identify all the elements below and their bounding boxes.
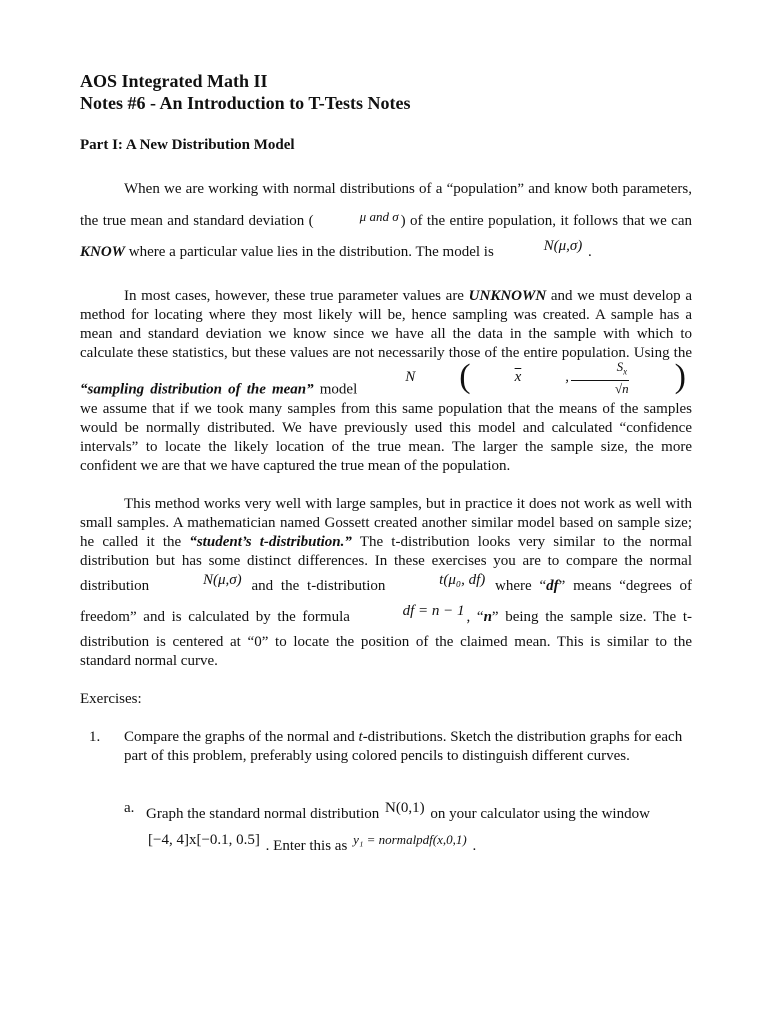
paragraph-normal-distribution: [80, 174, 692, 268]
model-sx: S: [616, 359, 624, 374]
window-formula: [−4, 4]x[−0.1, 0.5]: [148, 831, 260, 848]
exercise-item-1: 1. Compare the graphs of the normal and t-distributions. Sketch the distribution graphs for each part of this problem, preferably using colored pencils to distinguish different curves.: [104, 728, 692, 766]
model-n-letter: N: [405, 368, 416, 385]
document-page: [80, 70, 692, 862]
sampling-distribution-emphasis: “sampling distribution of the mean”: [80, 381, 314, 398]
p3-text-7: ” being the sample size. The t-distribution is centered at “0” to locate the position of the claimed mean. This is similar to the standard normal curve.: [80, 608, 692, 669]
exercise-item-a: [124, 799, 692, 862]
normal-model-formula: N(μ,σ): [543, 238, 583, 254]
part1-heading: Part I: A New Distribution Model: [80, 137, 295, 153]
t-italic: t: [358, 728, 363, 745]
p3-text-5: ” means “degrees of freedom” and is calculated by the formula: [80, 577, 692, 625]
model-sx-sub: x: [623, 366, 628, 377]
p2-text-4: we assume that if we took many samples from this same population that the means of the samples would be normally distributed. We have previously used this model and calculated “confidence intervals” to locate the likely location of the true mean. The larger the sample size, the more confident we are that we have captured the true mean of the population.: [80, 400, 692, 474]
p3-text-1: This method works very well with large samples, but in practice it does not work as well with small samples. A mathematician named Gossett created another similar model based on sample size; he called it the: [80, 495, 692, 550]
df-formula: df = n − 1: [402, 602, 465, 619]
p1-text-3: where a particular value lies in the distribution. The model is: [125, 244, 498, 260]
p1-text-1: When we are working with normal distributions of a “population” and know both parameters, the true mean and standard deviation (: [80, 181, 692, 229]
p3-text-3: and the t-distribution: [243, 577, 394, 594]
unknown-emphasis: UNKNOWN: [468, 288, 547, 304]
paragraph-sampling: [80, 287, 692, 476]
calculator-entry-formula: y₁ = normalpdf(x,0,1): [353, 831, 467, 847]
t-model-formula: t(μ₀, df): [439, 571, 486, 588]
know-emphasis: KNOW: [80, 244, 126, 260]
exercise-list: [80, 728, 692, 766]
p1-text-2: ) of the entire population, it follows that we can: [400, 213, 692, 229]
sampling-model-formula: N ( $\overline{x}$ , $\frac{S_x}{√n}$ ): [361, 359, 686, 396]
p2-text-2: and we must develop a method for locating where they most likely will be, hence sampling was created. A sample has a mean and standard deviation we know since we have all the data in the sample with which to calculate these statistics, but these values are not necessarily those of the entire population. Using the: [80, 288, 692, 361]
item-a-letter: a.: [124, 799, 135, 816]
n-emphasis: n: [483, 608, 492, 625]
students-t-emphasis: “student’s t-distribution.”: [189, 533, 352, 550]
mu-sigma-symbol: μ and σ: [359, 209, 399, 224]
paragraph-t-distribution: [80, 495, 692, 671]
p1-text-4: .: [584, 244, 592, 260]
exercises-label: Exercises:: [80, 690, 142, 707]
model-xbar: $\overline{x}$: [514, 368, 522, 385]
course-title: AOS Integrated Math II: [80, 71, 268, 91]
standard-normal-formula: N(0,1): [385, 799, 425, 816]
p2-text-1: In most cases, however, these true parameter values are: [124, 288, 469, 304]
model-fraction: $\frac{S_x}{√n}$: [570, 359, 630, 396]
df-emphasis: df: [546, 577, 559, 594]
p2-text-3: model: [313, 381, 358, 398]
item-a-body: Graph the standard normal distribution N(0,1) on your calculator using the window [−4, 4]x[−0.1, 0.5] . Enter this as y₁ = normalpdf(x,0,1) .: [146, 799, 692, 862]
normal-model-formula-2: N(μ,σ): [202, 571, 242, 588]
p3-text-4: where “: [487, 577, 547, 594]
notes-title: Notes #6 - An Introduction to T-Tests Notes: [80, 93, 411, 113]
model-sqrt-n: n: [622, 380, 629, 396]
p3-text-2: The t-distribution looks very similar to the normal distribution but has some distinct differences. In these exercises you are to compare the normal distribution: [80, 533, 692, 594]
p3-text-6: , “: [466, 608, 484, 625]
